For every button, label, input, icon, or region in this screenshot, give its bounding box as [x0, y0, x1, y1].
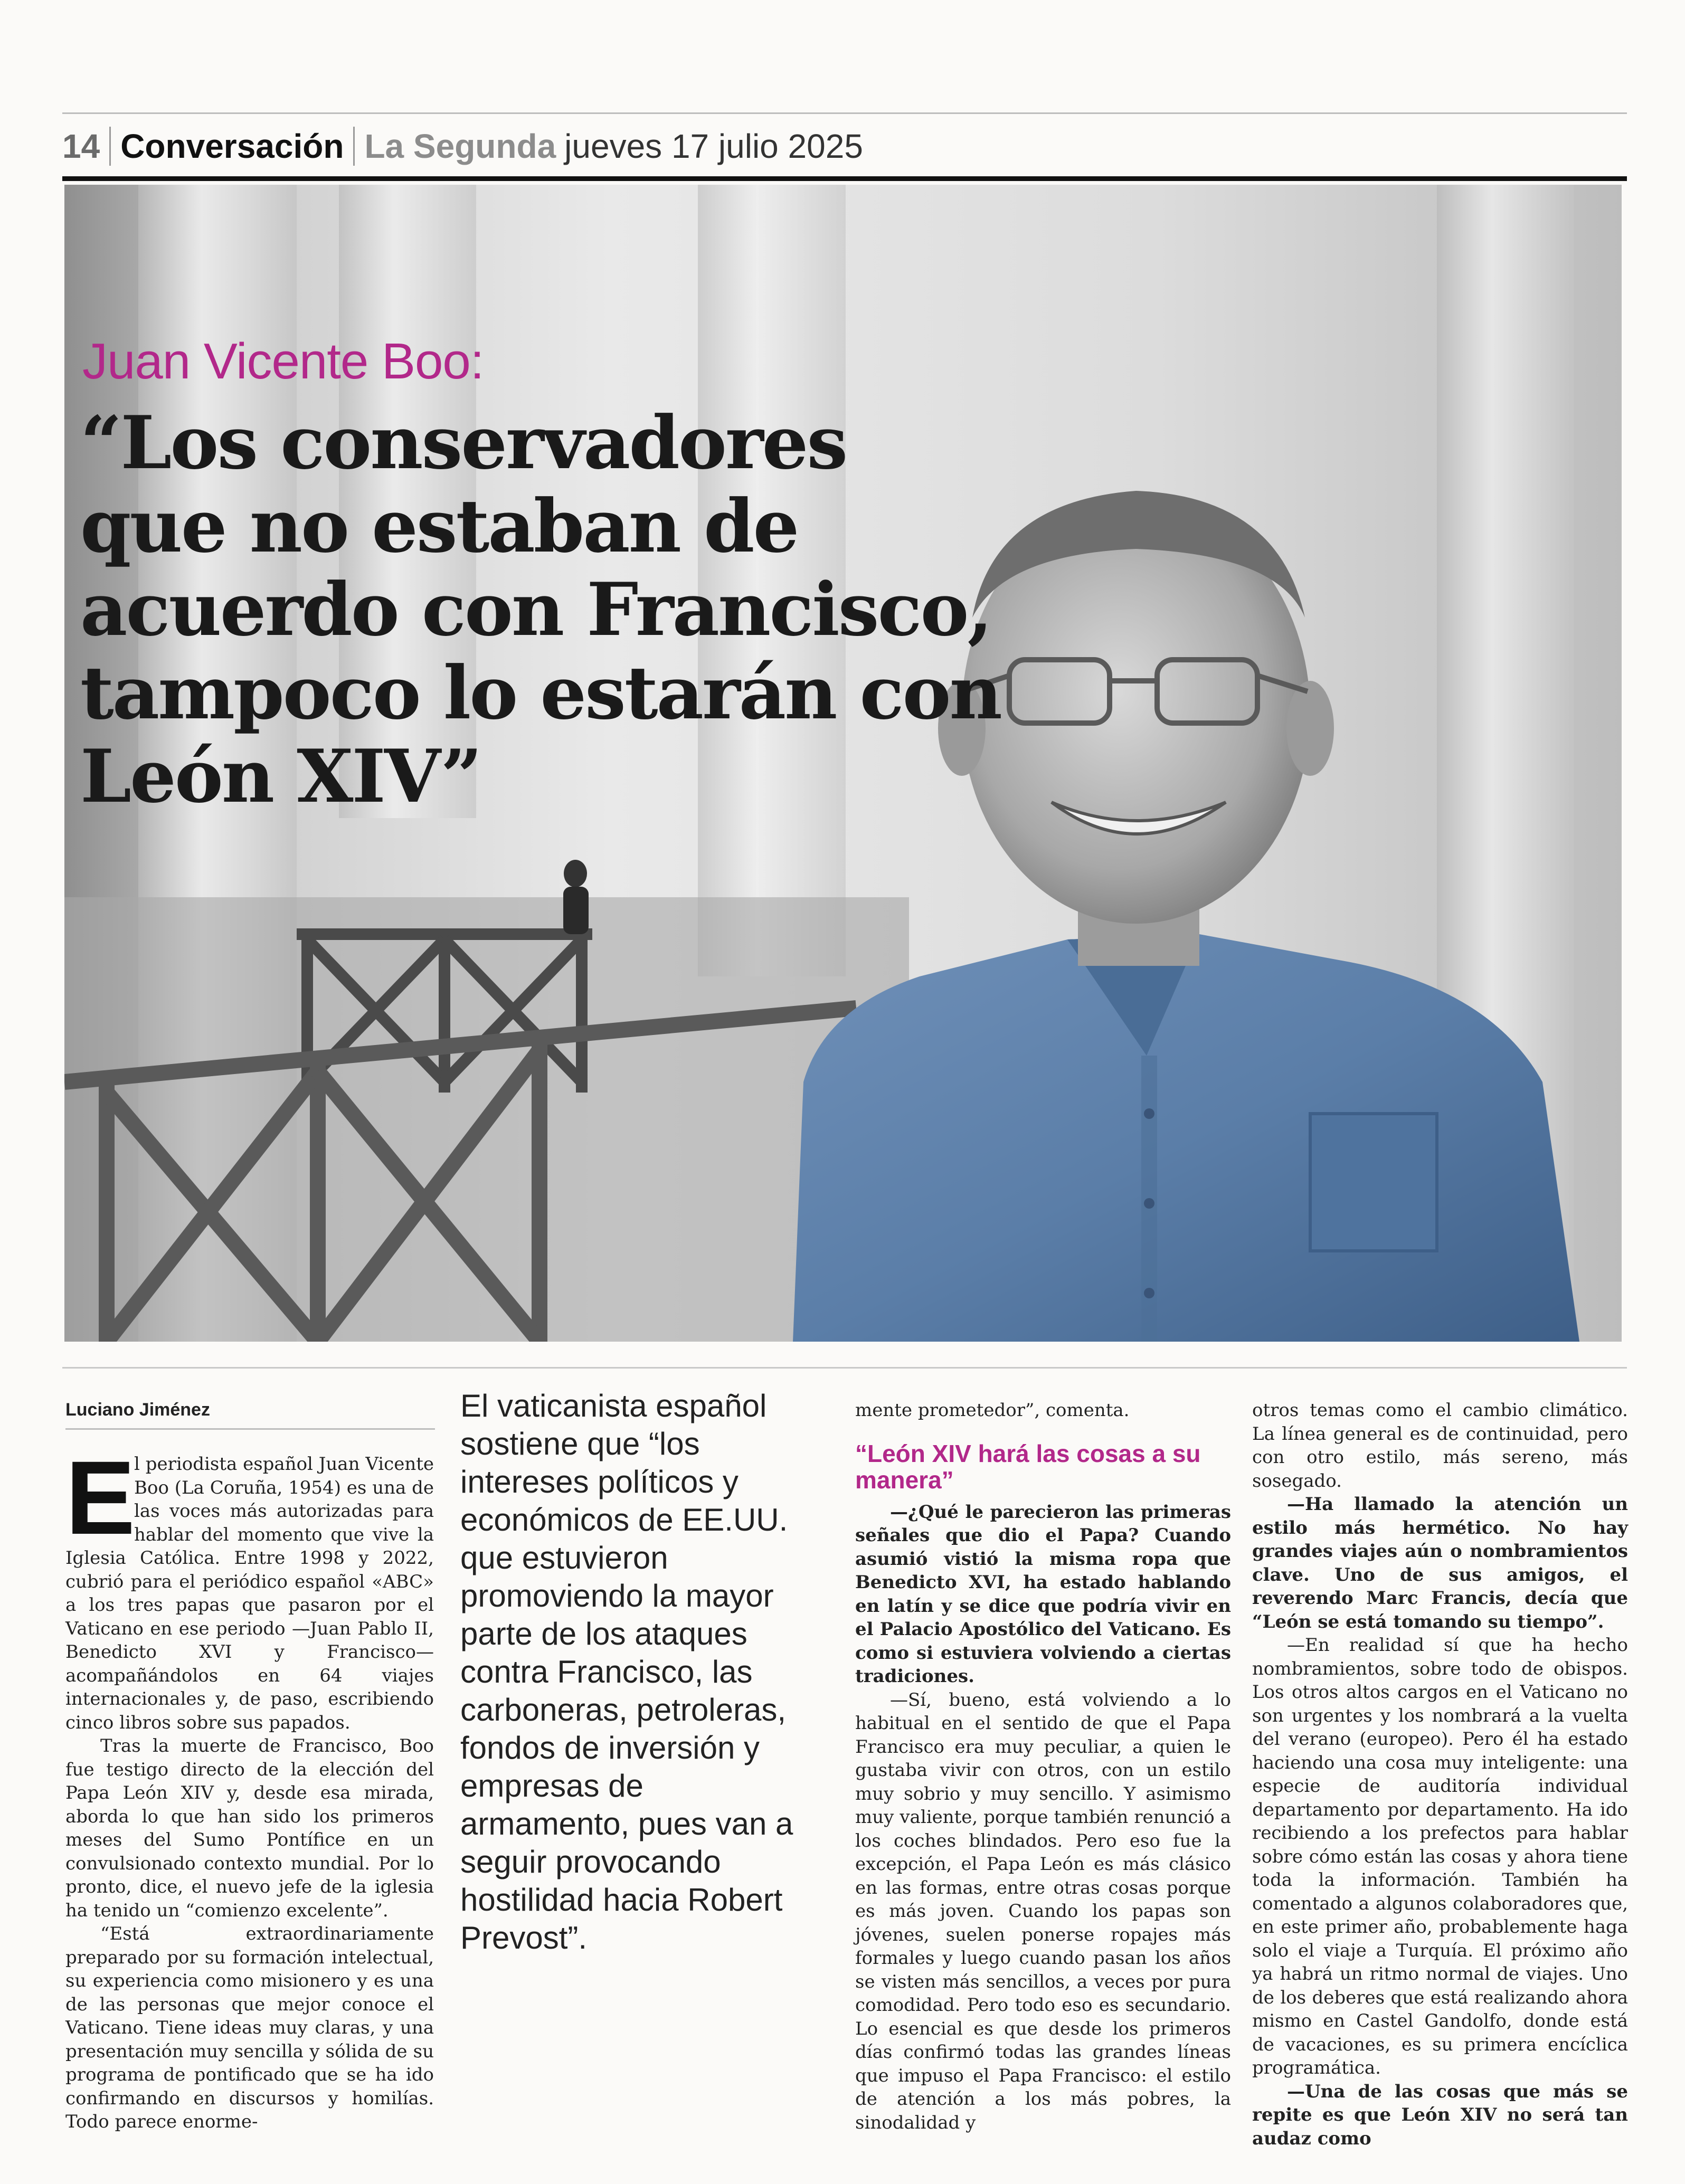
newspaper-name: La Segunda: [364, 127, 556, 165]
interview-question: —Una de las cosas que más se repite es que León XIV no será tan audaz como: [1252, 2081, 1628, 2149]
paragraph: [65, 1439, 434, 1734]
paragraph: otros temas como el cambio climático. La línea general es de continuidad, pero con otro estilo, más sereno, más sosegado.: [1252, 1400, 1628, 1492]
interview-question: —Ha llamado la atención un estilo más hermético. No hay grandes viajes aún o nombramientos clave. Uno de sus amigos, el reverendo Marc Francis, decía que “León se está tomando su tiempo”.: [1252, 1494, 1628, 1632]
page-number: 14: [62, 127, 111, 166]
article-column-1: [65, 1439, 434, 2134]
paragraph: mente prometedor”, comenta.: [855, 1400, 1130, 1421]
page-header: [62, 117, 863, 175]
drop-cap: E: [65, 1439, 136, 1556]
article-kicker: Juan Vicente Boo:: [82, 333, 484, 390]
byline-rule: [65, 1428, 435, 1430]
article-headline: “Los conservadores que no estaban de acuerdo con Francisco, tampoco lo estarán con León XIV”: [80, 400, 1001, 819]
issue-date: jueves 17 julio 2025: [564, 127, 863, 165]
article-column-3: [855, 1399, 1231, 2134]
header-top-rule: [62, 112, 1627, 114]
photo-bottom-rule: [62, 1367, 1627, 1369]
byline: Luciano Jiménez: [65, 1400, 210, 1420]
subheading: “León XIV hará las cosas a su manera”: [855, 1439, 1201, 1494]
paragraph: Tras la muerte de Francisco, Boo fue testigo directo de la elección del Papa León XIV y, desde esa mirada, aborda lo que han sido los primeros meses del Sumo Pontífice en un convulsionado contexto mundial. Por lo pronto, dice, el nuevo jefe de la iglesia ha tenido un “comienzo excelente”.: [65, 1735, 434, 1921]
paragraph-text: l periodista español Juan Vicente Boo (La Coruña, 1954) es una de las voces más autorizadas para hablar del momento que vive la Iglesia Católica. Entre 1998 y 2022, cubrió para el periódico español «ABC» a los tres papas que pasaron por el Vaticano en ese periodo —Juan Pablo II, Benedicto XVI y Francisco— acompañándolos en 64 viajes internacionales y, de paso, escribiendo cinco libros sobre sus papados.: [65, 1454, 434, 1733]
interview-question: —¿Qué le parecieron las primeras señales que dio el Papa? Cuando asumió vistió la misma ropa que Benedicto XVI, ha estado hablando en latín y se dice que podría vivir en el Palacio Apostólico del Vaticano. Es como si estuviera volviendo a ciertas tradiciones.: [855, 1501, 1231, 1687]
interview-answer: —Sí, bueno, está volviendo a lo habitual en el sentido de que el Papa Francisco era muy peculiar, a quien le gustaba vivir con otros, con un estilo muy sobrio y muy sencillo. Y asimismo muy valiente, porque también renunció a los coches blindados. Pero eso fue la excepción, el Papa León es más clásico en las formas, entre otras cosas porque es más joven. Cuando los papas son jóvenes, suelen ponerse ropajes más formales y luego cuando pasan los años se visten más sencillos, a veces por pura comodidad. Pero todo eso es secundario. Lo esencial es que desde los primeros días confirmó todas las grandes líneas que impuso el Papa Francisco: el estilo de atención a los más pobres, la sinodalidad y: [855, 1689, 1231, 2133]
pull-quote: El vaticanista español sostiene que “los intereses políticos y económicos de EE.UU. que estuvieron promoviendo la mayor parte de los ataques contra Francisco, las carboneras, petroleras, fondos de inversión y empresas de armamento, pues van a seguir provocando hostilidad hacia Robert Prevost”.: [460, 1388, 793, 1955]
header-bottom-rule: [62, 176, 1627, 181]
interview-answer: —En realidad sí que ha hecho nombramientos, sobre todo de obispos. Los otros altos cargos en el Vaticano no son urgentes y los nombrará a la vuelta del verano (europeo). Pero él ha estado haciendo una cosa muy inteligente: una especie de auditoría individual departamento por departamento. Ha ido recibiendo a los prefectos para hablar sobre cómo están las cosas y ahora tiene toda la información. También ha comentado a algunos colaboradores que, en este primer año, probablemente haga solo el viaje a Turquía. El próximo año ya habrá un ritmo normal de viajes. Uno de los deberes que está realizando ahora mismo en Castel Gandolfo, donde está de vacaciones, es su primera encíclica programática.: [1252, 1635, 1628, 2078]
paragraph: “Está extraordinariamente preparado por su formación intelectual, su experiencia como misionero y es una de las personas que mejor conoce el Vaticano. Tiene ideas muy claras, y una presentación muy sencilla y sólida de su programa de pontificado que se ha ido confirmando en discursos y homilías. Todo parece enorme-: [65, 1923, 434, 2132]
article-column-4: [1252, 1399, 1628, 2150]
section-name: Conversación: [111, 127, 355, 166]
